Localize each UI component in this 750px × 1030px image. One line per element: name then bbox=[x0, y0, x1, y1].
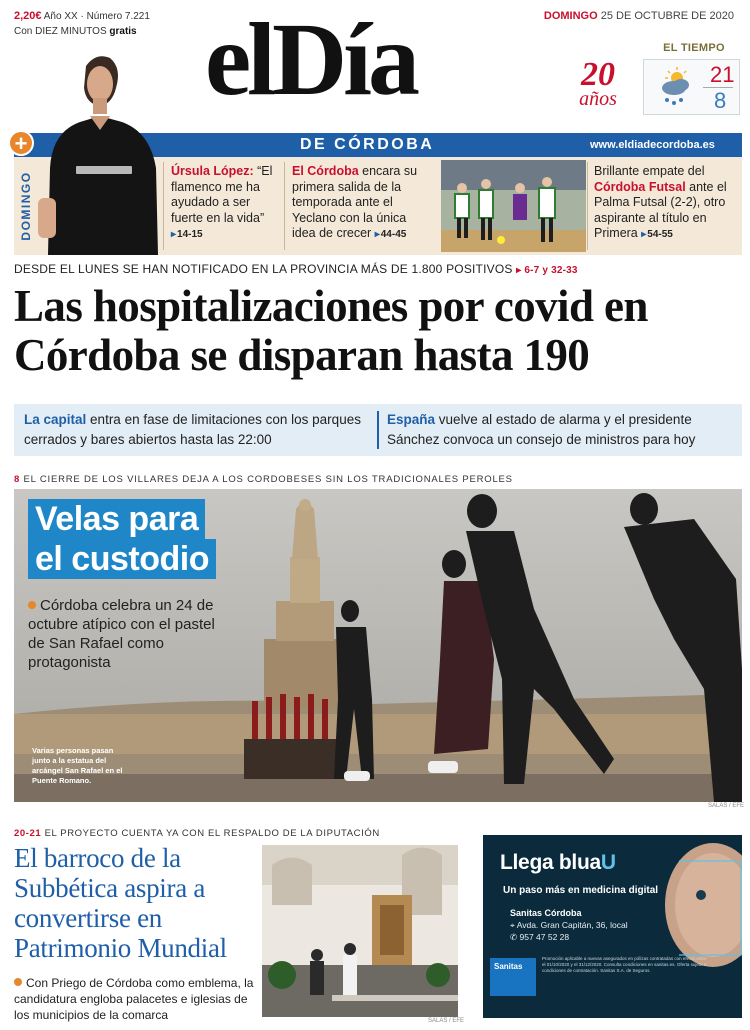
supplement-item-futsal[interactable] bbox=[594, 164, 740, 243]
lead-strip-pages: ▸ 6-7 y 32-33 bbox=[516, 265, 578, 276]
supplement-divider bbox=[587, 162, 588, 250]
bullet-icon bbox=[14, 978, 22, 986]
ad-contact bbox=[510, 907, 628, 943]
supplement-item-ursula[interactable] bbox=[171, 164, 281, 243]
subhead-divider bbox=[377, 411, 379, 449]
promo-gratis: gratis bbox=[109, 26, 137, 37]
photo-story-title-line1[interactable]: Velas para bbox=[28, 499, 205, 539]
issue-date bbox=[544, 10, 734, 22]
bottom-story-deck bbox=[14, 975, 259, 1023]
domingo-label: DOMINGO bbox=[19, 171, 33, 241]
ursula-lopez-photo[interactable] bbox=[38, 48, 160, 255]
subhead-right-text: vuelve al estado de alarma y el presidente Sánchez convoca un consejo de ministros para hoy bbox=[387, 412, 696, 447]
supplement-text: “El flamenco me ha ayudado a ser fuerte en la vida” bbox=[171, 164, 273, 225]
supplement-text: encara su primera salida de la temporada ante el Yeclano con la única idea de crecer bbox=[292, 164, 418, 240]
photo-caption: Varias personas pasan junto a la estatua del arcángel San Rafael en el Puente Romano. bbox=[32, 746, 123, 785]
edition-info bbox=[14, 9, 150, 39]
sanitas-logo: Sanitas bbox=[490, 958, 536, 996]
baroque-church-photo[interactable] bbox=[262, 845, 458, 1017]
anniversary-text: años bbox=[579, 88, 617, 110]
website-url[interactable]: www.eldiadecordoba.es bbox=[590, 139, 715, 151]
supplement-kicker: Córdoba Futsal bbox=[594, 179, 686, 194]
location-pin-icon: ⌖ bbox=[510, 920, 515, 930]
ad-address: Avda. Gran Capitán, 36, local bbox=[516, 920, 628, 930]
edition-number: Año XX · Número 7.221 bbox=[43, 11, 150, 22]
bottom-story-kicker-page: 20-21 bbox=[14, 828, 42, 839]
futsal-match-photo[interactable] bbox=[441, 160, 586, 252]
supplement-vertical-label bbox=[14, 157, 38, 255]
ad-phone-line bbox=[510, 931, 628, 943]
supplement-kicker: Úrsula López: bbox=[171, 164, 254, 178]
subhead-right[interactable] bbox=[387, 410, 737, 450]
supplement-item-cordoba[interactable] bbox=[292, 164, 432, 243]
supplement-title: DE CÓRDOBA bbox=[300, 136, 435, 153]
photo-story-deck-text: Córdoba celebra un 24 de octubre atípico con el pastel de San Rafael como protagonista bbox=[28, 597, 215, 671]
temperature-min: 8 bbox=[714, 88, 727, 113]
photo-story-kicker-page: 8 bbox=[14, 474, 21, 485]
subhead-left-kicker: La capital bbox=[24, 412, 87, 427]
ad-subtitle: Un paso más en medicina digital bbox=[503, 885, 659, 896]
bottom-story-headline[interactable]: El barroco de la Subbética aspira a convertirse en Patrimonio Mundial bbox=[14, 843, 227, 963]
ad-phone[interactable]: 957 47 52 28 bbox=[519, 932, 570, 942]
bullet-icon bbox=[28, 601, 36, 609]
promo-text: Con DIEZ MINUTOS bbox=[14, 26, 107, 37]
bottom-story-kicker-text: EL PROYECTO CUENTA YA CON EL RESPALDO DE LA DIPUTACIÓN bbox=[44, 828, 380, 839]
ad-title-accent: U bbox=[600, 851, 616, 874]
ad-address-line bbox=[510, 919, 628, 931]
subhead-left-text: entra en fase de limitaciones con los parques cerrados y bares abiertos hasta las 22:00 bbox=[24, 412, 361, 447]
lead-headline[interactable]: Las hospitalizaciones por covid en Córdoba se disparan hasta 190 bbox=[14, 281, 648, 380]
weather-label: EL TIEMPO bbox=[663, 42, 725, 54]
phone-icon: ✆ bbox=[510, 932, 518, 942]
photo-story-title-line2[interactable]: el custodio bbox=[28, 539, 216, 579]
anniversary-badge bbox=[566, 56, 630, 110]
supplement-divider bbox=[163, 162, 164, 250]
supplement-kicker: El Córdoba bbox=[292, 164, 359, 178]
supplement-pages: ▸ 54-55 bbox=[641, 229, 673, 240]
lead-strip-text: DESDE EL LUNES SE HAN NOTIFICADO EN LA PROVINCIA MÁS DE 1.800 POSITIVOS bbox=[14, 262, 513, 276]
anniversary-number: 20 bbox=[581, 56, 615, 93]
ad-title-main: Llega blua bbox=[500, 851, 601, 874]
photo-story-kicker bbox=[14, 474, 513, 485]
photo-story-kicker-text: EL CIERRE DE LOS VILLARES DEJA A LOS CORDOBESES SIN LOS TRADICIONALES PEROLES bbox=[23, 474, 513, 485]
ad-clinic: Sanitas Córdoba bbox=[510, 908, 582, 918]
issue-weekday: DOMINGO bbox=[543, 10, 598, 22]
bottom-story-deck-text: Con Priego de Córdoba como emblema, la candidatura engloba palacetes e iglesias de los municipios de la comarca bbox=[14, 976, 254, 1022]
ad-fine-print: Promoción aplicable a nuevas asegurados en pólizas contratadas con efecto entre el 01/10/2020 y el 31/12/2020. Consulta condiciones en sanitas.es. Oferta sujeta a condiciones de contratación. Sanitas S.A. de Seguros. bbox=[542, 956, 707, 973]
photo-story-deck bbox=[28, 596, 228, 672]
supplement-lead: Brillante empate del bbox=[594, 164, 705, 178]
supplement-pages: ▸ 44-45 bbox=[375, 229, 407, 240]
supplement-divider bbox=[284, 162, 285, 250]
photo-credit: SALAS / EFE bbox=[708, 803, 745, 809]
price: 2,20€ bbox=[14, 10, 42, 22]
lead-strip-pages-value: 6-7 y 32-33 bbox=[524, 265, 578, 276]
subhead-right-kicker: España bbox=[387, 412, 436, 427]
ad-title bbox=[500, 851, 616, 875]
lead-strip bbox=[14, 262, 578, 276]
supplement-pages: ▸ 14-15 bbox=[171, 229, 203, 240]
bottom-photo-credit: SALAS / EFE bbox=[428, 1018, 465, 1024]
issue-date-text: 25 DE OCTUBRE DE 2020 bbox=[600, 10, 734, 22]
temperature-max: 21 bbox=[710, 62, 735, 87]
weather-sun-cloud-rain-icon bbox=[655, 66, 695, 110]
plus-icon: + bbox=[8, 130, 34, 156]
bottom-story-kicker bbox=[14, 828, 380, 839]
supplement-text: ante el Palma Futsal (2-2), otro aspirante al título en Primera bbox=[594, 179, 727, 240]
subhead-left[interactable] bbox=[24, 410, 369, 450]
newspaper-logo[interactable]: elDía bbox=[205, 2, 417, 117]
